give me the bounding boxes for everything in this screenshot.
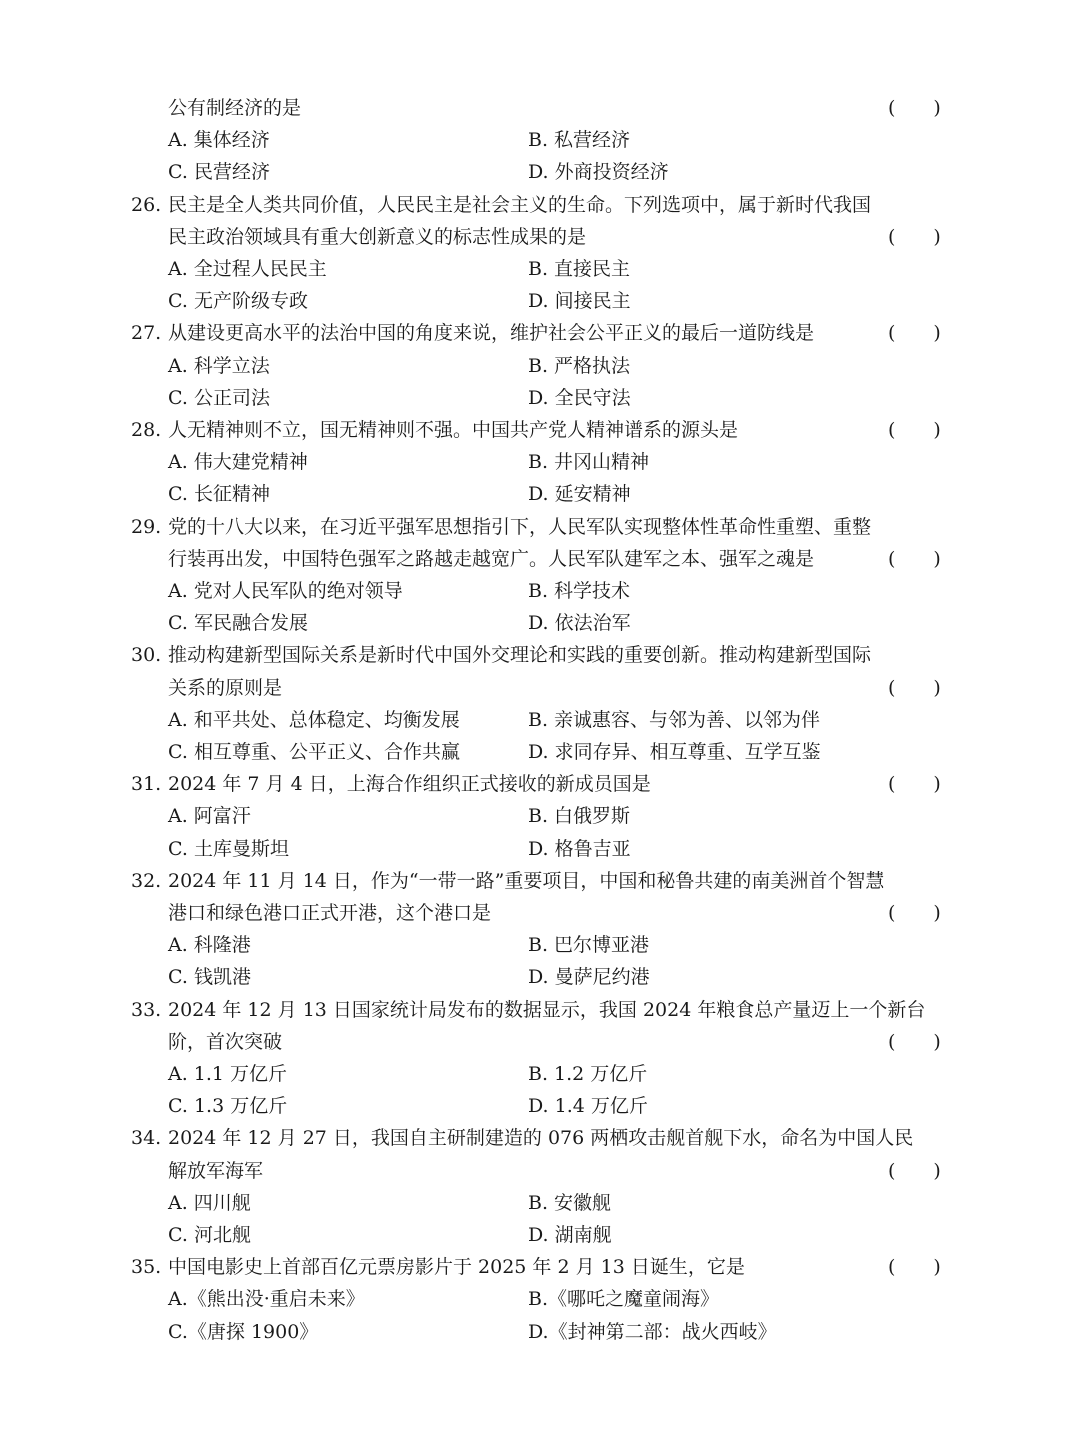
options-row bbox=[0, 1187, 1080, 1219]
option-right: D. 间接民主 bbox=[528, 290, 631, 313]
option-left: A. 和平共处、总体稳定、均衡发展 bbox=[168, 708, 460, 731]
option-right: D. 全民守法 bbox=[528, 386, 631, 409]
question-line bbox=[0, 1155, 1080, 1187]
question-text: 2024 年 12 月 13 日国家统计局发布的数据显示，我国 2024 年粮食总产量迈上一个新台 bbox=[168, 998, 926, 1021]
option-left: C.《唐探 1900》 bbox=[168, 1320, 319, 1343]
options-row bbox=[0, 736, 1080, 768]
question-line bbox=[0, 1251, 1080, 1283]
question-number: 30. bbox=[131, 644, 162, 667]
option-right: B. 白俄罗斯 bbox=[528, 805, 631, 828]
option-left: A. 阿富汗 bbox=[168, 805, 251, 828]
option-left: A. 科学立法 bbox=[168, 354, 270, 377]
question-line bbox=[0, 317, 1080, 349]
options-row bbox=[0, 1058, 1080, 1090]
answer-blank[interactable]: ( ) bbox=[888, 322, 941, 345]
option-right: B. 私营经济 bbox=[528, 129, 631, 152]
option-right: D. 曼萨尼约港 bbox=[528, 966, 650, 989]
answer-blank[interactable]: ( ) bbox=[888, 676, 941, 699]
question-line bbox=[0, 189, 1080, 221]
question-number: 27. bbox=[131, 322, 162, 345]
options-row bbox=[0, 124, 1080, 156]
option-left: A. 伟大建党精神 bbox=[168, 451, 308, 474]
question-text: 解放军海军 bbox=[168, 1159, 264, 1182]
option-left: C. 钱凯港 bbox=[168, 966, 251, 989]
options-row bbox=[0, 1283, 1080, 1315]
question-text: 关系的原则是 bbox=[168, 676, 283, 699]
question-number: 28. bbox=[131, 419, 162, 441]
answer-blank[interactable]: ( ) bbox=[888, 419, 941, 441]
question-line bbox=[0, 768, 1080, 800]
option-left: A. 全过程人民民主 bbox=[168, 258, 327, 280]
option-left: A. 四川舰 bbox=[168, 1191, 251, 1214]
question-line bbox=[0, 994, 1080, 1026]
option-left: A.《熊出没·重启未来》 bbox=[168, 1288, 365, 1311]
question-line bbox=[0, 92, 1080, 124]
option-right: D. 湖南舰 bbox=[528, 1224, 612, 1246]
options-row bbox=[0, 961, 1080, 993]
option-left: C. 公正司法 bbox=[168, 386, 270, 409]
options-row bbox=[0, 478, 1080, 510]
question-text: 中国电影史上首部百亿元票房影片于 2025 年 2 月 13 日诞生，它是 bbox=[168, 1256, 745, 1279]
answer-blank[interactable]: ( ) bbox=[888, 97, 941, 119]
option-right: B. 亲诚惠容、与邻为善、以邻为伴 bbox=[528, 708, 821, 731]
question-number: 32. bbox=[131, 869, 162, 892]
option-right: D. 1.4 万亿斤 bbox=[528, 1095, 648, 1118]
question-text: 公有制经济的是 bbox=[168, 97, 302, 119]
option-right: D.《封神第二部：战火西岐》 bbox=[528, 1320, 777, 1343]
question-line bbox=[0, 1122, 1080, 1154]
option-right: B. 井冈山精神 bbox=[528, 451, 650, 474]
options-row bbox=[0, 253, 1080, 285]
answer-blank[interactable]: ( ) bbox=[888, 773, 941, 796]
option-left: C. 民营经济 bbox=[168, 161, 270, 184]
question-line bbox=[0, 897, 1080, 929]
question-text: 港口和绿色港口正式开港，这个港口是 bbox=[168, 902, 492, 924]
options-row bbox=[0, 833, 1080, 865]
options-row bbox=[0, 1090, 1080, 1122]
option-right: B. 直接民主 bbox=[528, 258, 631, 280]
option-left: A. 集体经济 bbox=[168, 129, 270, 152]
options-row bbox=[0, 800, 1080, 832]
question-text: 2024 年 7 月 4 日，上海合作组织正式接收的新成员国是 bbox=[168, 773, 651, 796]
options-row bbox=[0, 1316, 1080, 1348]
question-text: 2024 年 11 月 14 日，作为“一带一路”重要项目，中国和秘鲁共建的南美洲首个智慧 bbox=[168, 869, 885, 892]
answer-blank[interactable]: ( ) bbox=[888, 547, 941, 570]
answer-blank[interactable]: ( ) bbox=[888, 902, 941, 924]
question-line bbox=[0, 639, 1080, 671]
question-line bbox=[0, 511, 1080, 543]
options-row bbox=[0, 156, 1080, 188]
question-line bbox=[0, 414, 1080, 446]
option-right: D. 求同存异、相互尊重、互学互鉴 bbox=[528, 741, 821, 763]
question-text: 从建设更高水平的法治中国的角度来说，维护社会公平正义的最后一道防线是 bbox=[168, 322, 815, 345]
option-right: B. 1.2 万亿斤 bbox=[528, 1063, 648, 1085]
question-number: 33. bbox=[131, 998, 162, 1021]
question-number: 26. bbox=[131, 193, 162, 216]
options-row bbox=[0, 1219, 1080, 1251]
answer-blank[interactable]: ( ) bbox=[888, 1030, 941, 1053]
option-left: A. 党对人民军队的绝对领导 bbox=[168, 580, 403, 602]
question-line bbox=[0, 543, 1080, 575]
options-row bbox=[0, 929, 1080, 961]
answer-blank[interactable]: ( ) bbox=[888, 1159, 941, 1182]
option-right: D. 依法治军 bbox=[528, 612, 631, 635]
option-right: B.《哪吒之魔童闹海》 bbox=[528, 1288, 720, 1311]
question-number: 31. bbox=[131, 773, 162, 796]
question-number: 35. bbox=[131, 1256, 162, 1279]
question-number: 29. bbox=[131, 515, 162, 538]
option-right: D. 格鲁吉亚 bbox=[528, 837, 631, 860]
question-text: 推动构建新型国际关系是新时代中国外交理论和实践的重要创新。推动构建新型国际 bbox=[168, 644, 872, 667]
option-left: C. 河北舰 bbox=[168, 1224, 251, 1246]
option-right: D. 延安精神 bbox=[528, 483, 631, 506]
options-row bbox=[0, 446, 1080, 478]
question-line bbox=[0, 672, 1080, 704]
option-left: A. 1.1 万亿斤 bbox=[168, 1063, 288, 1085]
question-line bbox=[0, 221, 1080, 253]
question-text: 民主政治领域具有重大创新意义的标志性成果的是 bbox=[168, 225, 587, 248]
option-right: B. 科学技术 bbox=[528, 580, 631, 602]
answer-blank[interactable]: ( ) bbox=[888, 1256, 941, 1279]
options-row bbox=[0, 704, 1080, 736]
option-left: C. 1.3 万亿斤 bbox=[168, 1095, 288, 1118]
question-text: 民主是全人类共同价值，人民民主是社会主义的生命。下列选项中，属于新时代我国 bbox=[168, 193, 872, 216]
answer-blank[interactable]: ( ) bbox=[888, 225, 941, 248]
option-left: C. 无产阶级专政 bbox=[168, 290, 308, 313]
option-right: D. 外商投资经济 bbox=[528, 161, 669, 184]
option-right: B. 安徽舰 bbox=[528, 1191, 612, 1214]
question-text: 阶，首次突破 bbox=[168, 1030, 283, 1053]
option-left: A. 科隆港 bbox=[168, 934, 251, 957]
options-row bbox=[0, 575, 1080, 607]
option-right: B. 巴尔博亚港 bbox=[528, 934, 650, 957]
question-text: 人无精神则不立，国无精神则不强。中国共产党人精神谱系的源头是 bbox=[168, 419, 739, 441]
option-left: C. 土库曼斯坦 bbox=[168, 837, 289, 860]
option-right: B. 严格执法 bbox=[528, 354, 631, 377]
question-line bbox=[0, 865, 1080, 897]
option-left: C. 相互尊重、公平正义、合作共赢 bbox=[168, 741, 460, 763]
question-text: 行装再出发，中国特色强军之路越走越宽广。人民军队建军之本、强军之魂是 bbox=[168, 547, 815, 570]
question-line bbox=[0, 1026, 1080, 1058]
option-left: C. 长征精神 bbox=[168, 483, 270, 506]
option-left: C. 军民融合发展 bbox=[168, 612, 308, 635]
options-row bbox=[0, 382, 1080, 414]
question-text: 2024 年 12 月 27 日，我国自主研制建造的 076 两栖攻击舰首舰下水，命名为中国人民 bbox=[168, 1127, 914, 1150]
question-text: 党的十八大以来，在习近平强军思想指引下，人民军队实现整体性革命性重塑、重整 bbox=[168, 515, 872, 538]
options-row bbox=[0, 607, 1080, 639]
options-row bbox=[0, 285, 1080, 317]
question-number: 34. bbox=[131, 1127, 162, 1150]
options-row bbox=[0, 350, 1080, 382]
